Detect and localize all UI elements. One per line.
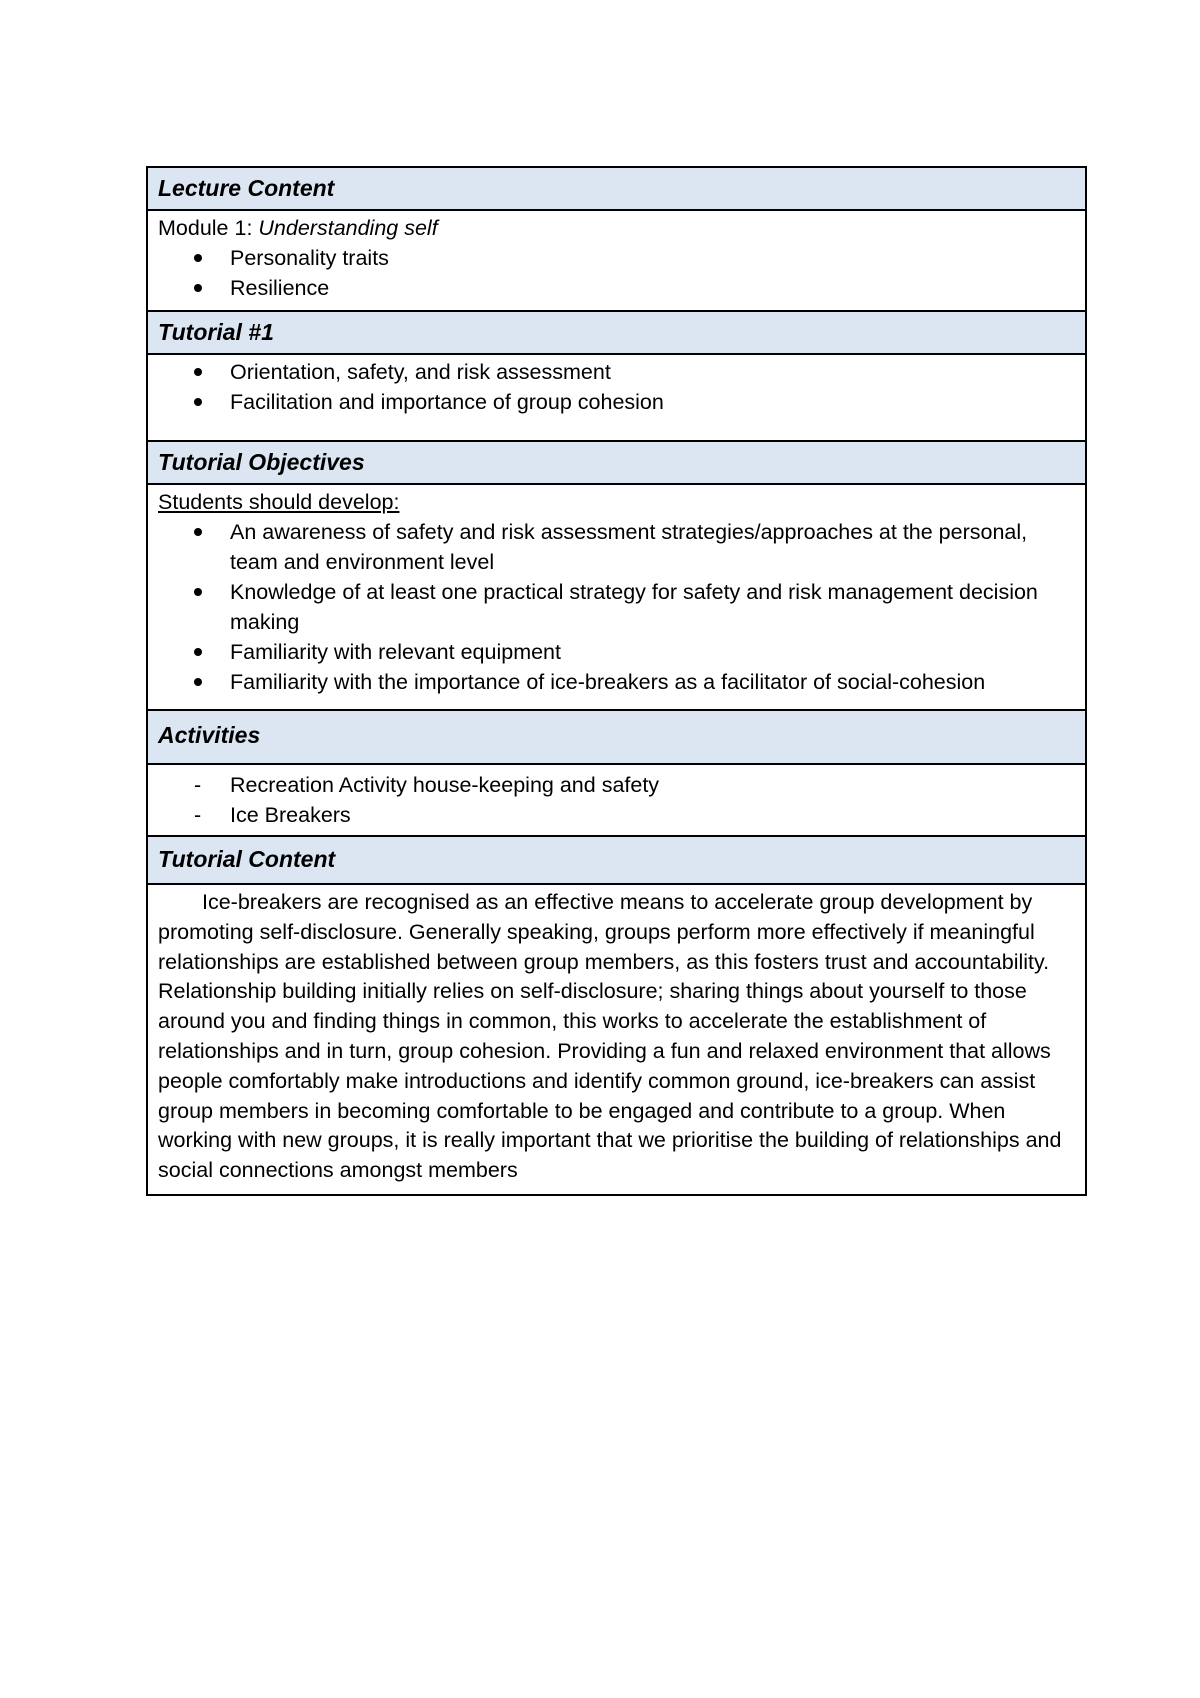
list-item (158, 273, 1075, 303)
bullet-icon (194, 667, 218, 697)
objectives-body (148, 485, 1085, 711)
list-item (158, 800, 1075, 830)
lecture-content-header: Lecture Content (148, 168, 1085, 211)
module-prefix: Module 1: (158, 216, 259, 240)
tutorial1-header: Tutorial #1 (148, 312, 1085, 355)
bullet-icon (194, 387, 218, 417)
objectives-header: Tutorial Objectives (148, 442, 1085, 485)
activities-header: Activities (148, 711, 1085, 765)
list-item-text: Ice Breakers (230, 803, 351, 827)
bullet-icon (194, 637, 218, 667)
list-item-text: An awareness of safety and risk assessment strategies/approaches at the personal, (230, 520, 1028, 544)
bullet-icon (194, 273, 218, 303)
list-item-text: Familiarity with the importance of ice-breakers as a facilitator of social-cohesion (230, 670, 986, 694)
tutorial1-body (148, 355, 1085, 442)
list-item (158, 637, 1075, 667)
tutorial-content-header: Tutorial Content (148, 837, 1085, 885)
dash-icon: - (194, 803, 202, 827)
objectives-intro: Students should develop: (158, 490, 400, 514)
bullet-icon (194, 357, 218, 387)
module-title: Understanding self (258, 216, 438, 240)
list-item-text: Facilitation and importance of group cohesion (230, 390, 664, 414)
lecture-content-body (148, 211, 1085, 312)
tutorial-outline-table (146, 166, 1087, 1196)
dash-icon: - (194, 773, 202, 797)
module-line (158, 213, 1075, 243)
tutorial-content-paragraph: Ice-breakers are recognised as an effective means to accelerate group development by promoting self-disclosure. Generally speaking, groups perform more effectively if meaningful relationships are established between group members, as this fosters trust and accountability. Relationship building initially relies on self-disclosure; sharing things about yourself to those around you and finding things in common, this works to accelerate the establishment of relationships and in turn, group cohesion. Providing a fun and relaxed environment that allows people comfortably make introductions and identify common ground, ice-breakers can assist group members in becoming comfortable to be engaged and contribute to a group. When working with new groups, it is really important that we prioritise the building of relationships and social connections amongst members (158, 890, 1062, 1183)
tutorial-content-body (148, 885, 1085, 1194)
list-item (158, 387, 1075, 417)
list-item-text: Knowledge of at least one practical strategy for safety and risk management decision (230, 580, 1038, 604)
bullet-icon (194, 243, 218, 273)
bullet-icon (194, 577, 218, 607)
list-item (158, 667, 1075, 697)
list-item-text: Recreation Activity house-keeping and safety (230, 773, 660, 797)
list-item-text: Orientation, safety, and risk assessment (230, 360, 611, 384)
list-item-text-cont: making (230, 610, 300, 634)
activities-body (148, 765, 1085, 837)
list-item-text: Personality traits (230, 246, 389, 270)
bullet-icon (194, 517, 218, 547)
list-item-text-cont: team and environment level (230, 550, 495, 574)
list-item (158, 577, 1075, 637)
list-item (158, 770, 1075, 800)
list-item (158, 243, 1075, 273)
list-item-text: Resilience (230, 276, 330, 300)
list-item (158, 517, 1075, 577)
list-item-text: Familiarity with relevant equipment (230, 640, 561, 664)
list-item (158, 357, 1075, 387)
